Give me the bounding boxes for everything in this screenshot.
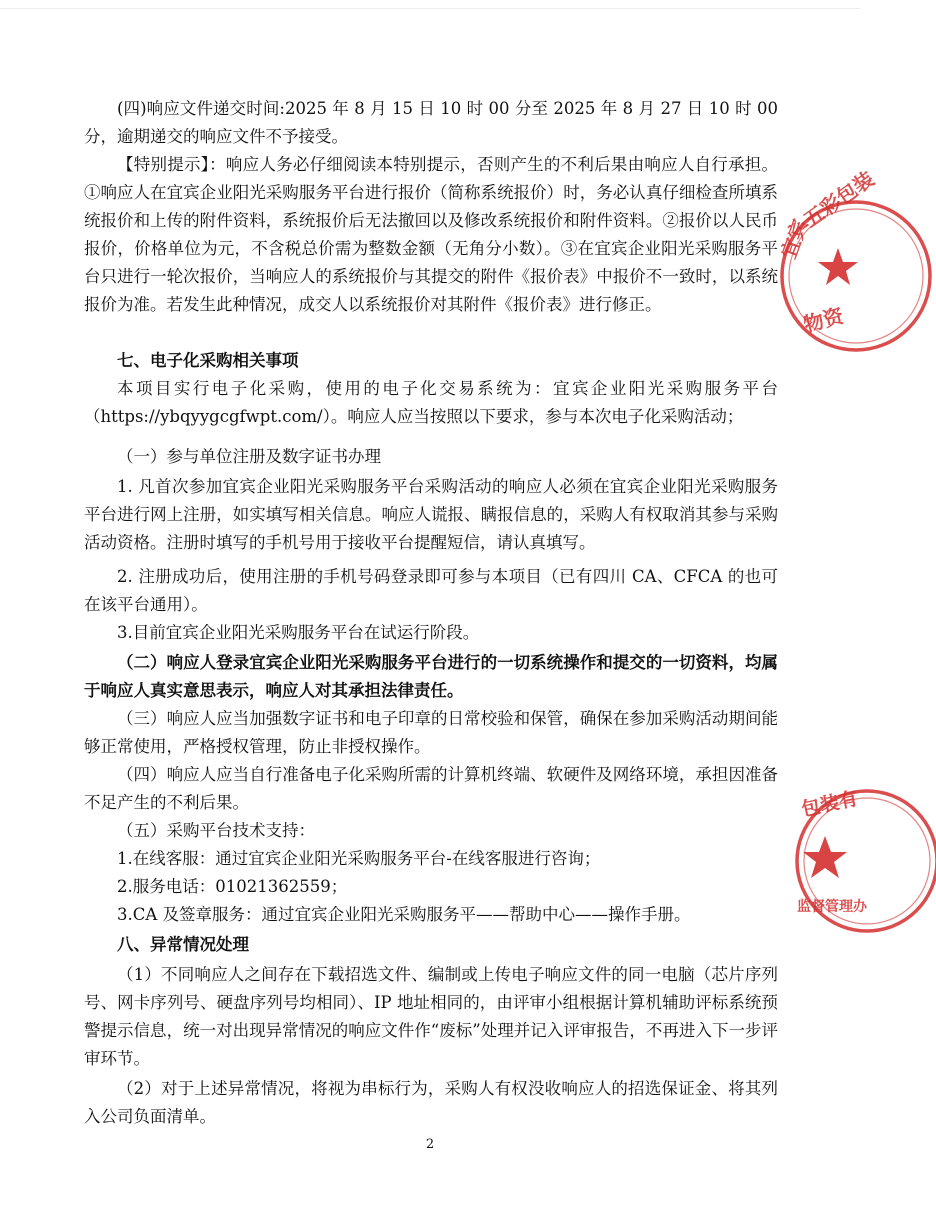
paragraph-special-notice: 【特别提示】：响应人务必仔细阅读本特别提示，否则产生的不利后果由响应人自行承担。①响应人在宜宾企业阳光采购服务平台进行报价（简称系统报价）时，务必认真仔细检查所填系统报价和上传的附件资料，系统报价后无法撤回以及修改系统报价和附件资料。②报价以人民币报价，价格单位为元，不含税总价需为整数金额（无角分小数）。③在宜宾企业阳光采购服务平台只进行一轮次报价，当响应人的系统报价与其提交的附件《报价表》中报价不一致时，以系统报价为准。若发生此种情况，成交人以系统报价对其附件《报价表》进行修正。 bbox=[84, 155, 778, 314]
paragraph-subsection-2: （二）响应人登录宜宾企业阳光采购服务平台进行的一切系统操作和提交的一切资料，均属于响应人真实意思表示，响应人对其承担法律责任。 bbox=[84, 653, 778, 700]
svg-text:物资: 物资 bbox=[801, 303, 846, 337]
svg-text:五彩包装: 五彩包装 bbox=[799, 166, 879, 233]
subsection-5-heading: （五）采购平台技术支持： bbox=[117, 821, 315, 840]
support-phone: 2.服务电话：01021362559； bbox=[117, 877, 348, 896]
paragraph-item-2: 2. 注册成功后，使用注册的手机号码登录即可参与本项目（已有四川 CA、CFCA 的也可在该平台通用）。 bbox=[84, 567, 778, 614]
support-online: 1.在线客服：通过宜宾企业阳光采购服务平台-在线客服进行咨询； bbox=[117, 849, 601, 868]
page-edge-line bbox=[0, 8, 860, 9]
company-seal-mid bbox=[795, 776, 867, 946]
paragraph-subsection-4: （四）响应人应当自行准备电子化采购所需的计算机终端、软硬件及网络环境，承担因准备不足产生的不利后果。 bbox=[84, 765, 778, 812]
page-number: 2 bbox=[425, 1137, 435, 1152]
svg-text:包装有: 包装有 bbox=[799, 787, 860, 821]
paragraph-submission-time: (四)响应文件递交时间:2025 年 8 月 15 日 10 时 00 分至 2025 年 8 月 27 日 10 时 00 分，逾期递交的响应文件不予接受。 bbox=[84, 99, 778, 146]
paragraph-anomaly-2: （2）对于上述异常情况，将视为串标行为，采购人有权没收响应人的招选保证金、将其列入公司负面清单。 bbox=[84, 1079, 778, 1126]
paragraph-section-7-intro: 本项目实行电子化采购，使用的电子化交易系统为：宜宾企业阳光采购服务平台（https://ybqyygcgfwpt.com/）。响应人应当按照以下要求，参与本次电子化采购活动； bbox=[84, 379, 778, 426]
paragraph-item-1: 1. 凡首次参加宜宾企业阳光采购服务平台采购活动的响应人必须在宜宾企业阳光采购服务平台进行网上注册，如实填写相关信息。响应人谎报、瞒报信息的，采购人有权取消其参与采购活动资格。注册时填写的手机号用于接收平台提醒短信，请认真填写。 bbox=[84, 477, 778, 552]
svg-text:宜宾: 宜宾 bbox=[776, 215, 813, 262]
paragraph-anomaly-1: （1）不同响应人之间存在下载招选文件、编制或上传电子响应文件的同一电脑（芯片序列号、网卡序列号、硬盘序列号均相同）、IP 地址相同的，由评审小组根据计算机辅助评标系统预警提示信息，统一对出现异常情况的响应文件作“废标”处理并记入评审报告，不再进入下一步评审环节。 bbox=[84, 965, 778, 1068]
section-8-heading: 八、异常情况处理 bbox=[117, 935, 249, 954]
paragraph-subsection-3: （三）响应人应当加强数字证书和电子印章的日常校验和保管，确保在参加采购活动期间能够正常使用，严格授权管理，防止非授权操作。 bbox=[84, 709, 778, 756]
subsection-1-heading: （一）参与单位注册及数字证书办理 bbox=[117, 447, 381, 466]
paragraph-item-3: 3.目前宜宾企业阳光采购服务平台在试运行阶段。 bbox=[117, 623, 480, 642]
svg-text:监督管理办: 监督管理办 bbox=[797, 899, 867, 915]
support-ca: 3.CA 及签章服务：通过宜宾企业阳光采购服务平——帮助中心——操作手册。 bbox=[117, 905, 691, 924]
section-7-heading: 七、电子化采购相关事项 bbox=[117, 351, 299, 370]
company-seal-top bbox=[776, 166, 879, 366]
